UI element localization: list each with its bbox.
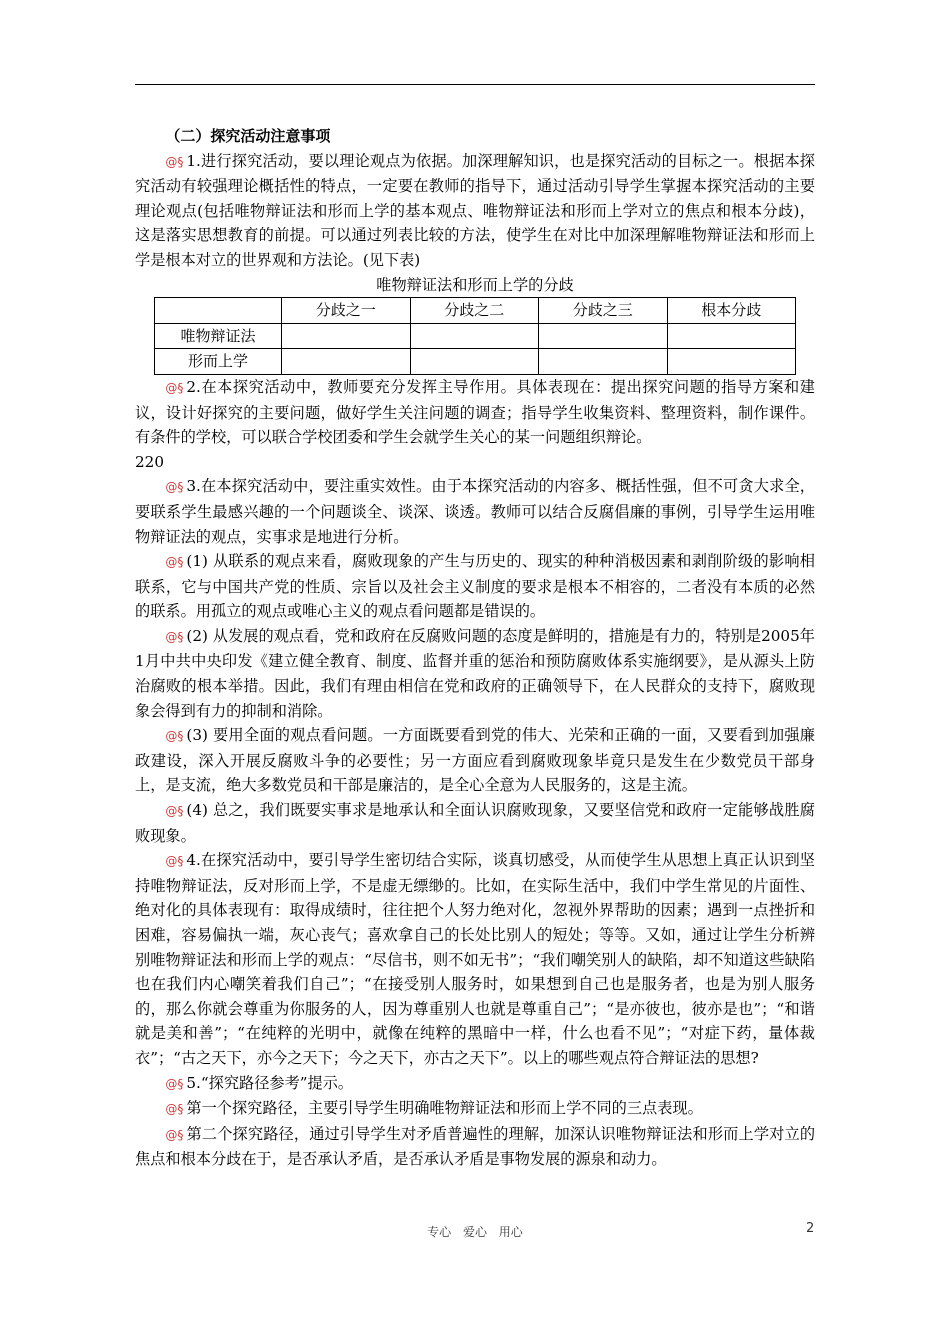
page-reference: 220 (135, 452, 164, 471)
subpoint-3: @§ (3) 要用全面的观点看问题。一方面既要看到党的伟大、光荣和正确的一面，又要看到加强廉政建设，深入开展反腐败斗争的必要性；另一方面应看到腐败现象毕竟只是发生在少数党员干部身上，是支流，绝大多数党员和干部是廉洁的，是全心全意为人民服务的，这是主流。 (135, 726, 815, 795)
page-number: 2 (806, 1221, 815, 1236)
paragraph-4: @§ 4.在探究活动中，要引导学生密切结合实际，谈真切感受，从而使学生从思想上真正认识到坚持唯物辩证法，反对形而上学，不是虚无缥缈的。比如，在实际生活中，我们中学生常见的片面性、绝对化的具体表现有：取得成绩时，往往把个人努力绝对化，忽视外界帮助的因素；遇到一点挫折和困难，容易偏执一端，灰心丧气；喜欢拿自己的长处比别人的短处；等等。又如，通过让学生分析辨别唯物辩证法和形而上学的观点：“尽信书，则不如无书”；“我们嘲笑别人的缺陷，却不知道这些缺陷也在我们内心嘲笑着我们自己”；“在接受别人服务时，如果想到自己也是服务者，也是为别人服务的，那么你就会尊重为你服务的人，因为尊重别人也就是尊重自己”；“是亦彼也，彼亦是也”；“和谐就是美和善”；“在纯粹的光明中，就像在纯粹的黑暗中一样，什么也看不见”；“对症下药，量体裁衣”；“古之天下，亦今之天下；今之天下，亦古之天下”。以上的哪些观点符合辩证法的思想? (135, 851, 815, 1067)
table-cell (539, 323, 668, 349)
subpoint-1: @§ (1) 从联系的观点来看，腐败现象的产生与历史的、现实的种种消极因素和剥削阶级的影响相联系，它与中国共产党的性质、宗旨以及社会主义制度的要求是根本不相容的，二者没有本质的必然的联系。用孤立的观点或唯心主义的观点看问题都是错误的。 (135, 552, 815, 621)
table-header-row (155, 298, 796, 324)
table-header-cell: 分歧之一 (282, 298, 411, 324)
paragraph-3: @§ 3.在本探究活动中，要注重实效性。由于本探究活动的内容多、概括性强，但不可贪大求全，要联系学生最感兴趣的一个问题谈全、谈深、谈透。教师可以结合反腐倡廉的事例，引导学生运用唯物辩证法的观点，实事求是地进行分析。 (135, 477, 815, 546)
footer-motto: 专心 爱心 用心 (427, 1225, 523, 1239)
table-header-cell: 根本分歧 (667, 298, 796, 324)
table-header-cell (155, 298, 282, 324)
paragraph-1: @§ 1.进行探究活动，要以理论观点为依据。加深理解知识，也是探究活动的目标之一。根据本探究活动有较强理论概括性的特点，一定要在教师的指导下，通过活动引导学生掌握本探究活动的主要理论观点(包括唯物辩证法和形而上学的基本观点、唯物辩证法和形而上学对立的焦点和根本分歧)，这是落实思想教育的前提。可以通过列表比较的方法，使学生在对比中加深理解唯物辩证法和形而上学是根本对立的世界观和方法论。(见下表) (135, 151, 815, 269)
table-cell (410, 349, 539, 375)
table-caption: 唯物辩证法和形而上学的分歧 (376, 275, 574, 294)
route-1: @§ 第一个探究路径，主要引导学生明确唯物辩证法和形而上学不同的三点表现。 (165, 1099, 703, 1118)
subpoint-2: @§ (2) 从发展的观点看，党和政府在反腐败问题的态度是鲜明的，措施是有力的，特别是2005年1月中共中央印发《建立健全教育、制度、监督并重的惩治和预防腐败体系实施纲要》，是从源头上防治腐败的根本举措。因此，我们有理由相信在党和政府的正确领导下，在人民群众的支持下，腐败现象会得到有力的抑制和消除。 (135, 626, 815, 720)
route-2: @§ 第二个探究路径，通过引导学生对矛盾普遍性的理解，加深认识唯物辩证法和形而上学对立的焦点和根本分歧在于，是否承认矛盾，是否承认矛盾是事物发展的源泉和动力。 (135, 1124, 815, 1169)
table-cell (539, 349, 668, 375)
subpoint-4: @§ (4) 总之，我们既要实事求是地承认和全面认识腐败现象，又要坚信党和政府一定能够战胜腐败现象。 (135, 801, 815, 845)
row-label: 唯物辩证法 (155, 323, 282, 349)
table-header-cell: 分歧之三 (539, 298, 668, 324)
row-label: 形而上学 (155, 349, 282, 375)
table-cell (667, 349, 796, 375)
table-row (155, 349, 796, 375)
document-body (135, 124, 815, 1172)
header-rule (135, 84, 815, 85)
section-heading: （二）探究活动注意事项 (165, 127, 331, 145)
table-row (155, 323, 796, 349)
table-cell (282, 349, 411, 375)
table-cell (667, 323, 796, 349)
paragraph-2: @§ 2.在本探究活动中，教师要充分发挥主导作用。具体表现在：提出探究问题的指导方案和建议，设计好探究的主要问题，做好学生关注问题的调查；指导学生收集资料、整理资料，制作课件。有条件的学校，可以联合学校团委和学生会就学生关心的某一问题组织辩论。 (135, 377, 815, 447)
table-cell (282, 323, 411, 349)
paragraph-5: @§ 5.“探究路径参考”提示。 (165, 1073, 354, 1092)
table-cell (410, 323, 539, 349)
comparison-table (154, 297, 796, 375)
table-header-cell: 分歧之二 (410, 298, 539, 324)
